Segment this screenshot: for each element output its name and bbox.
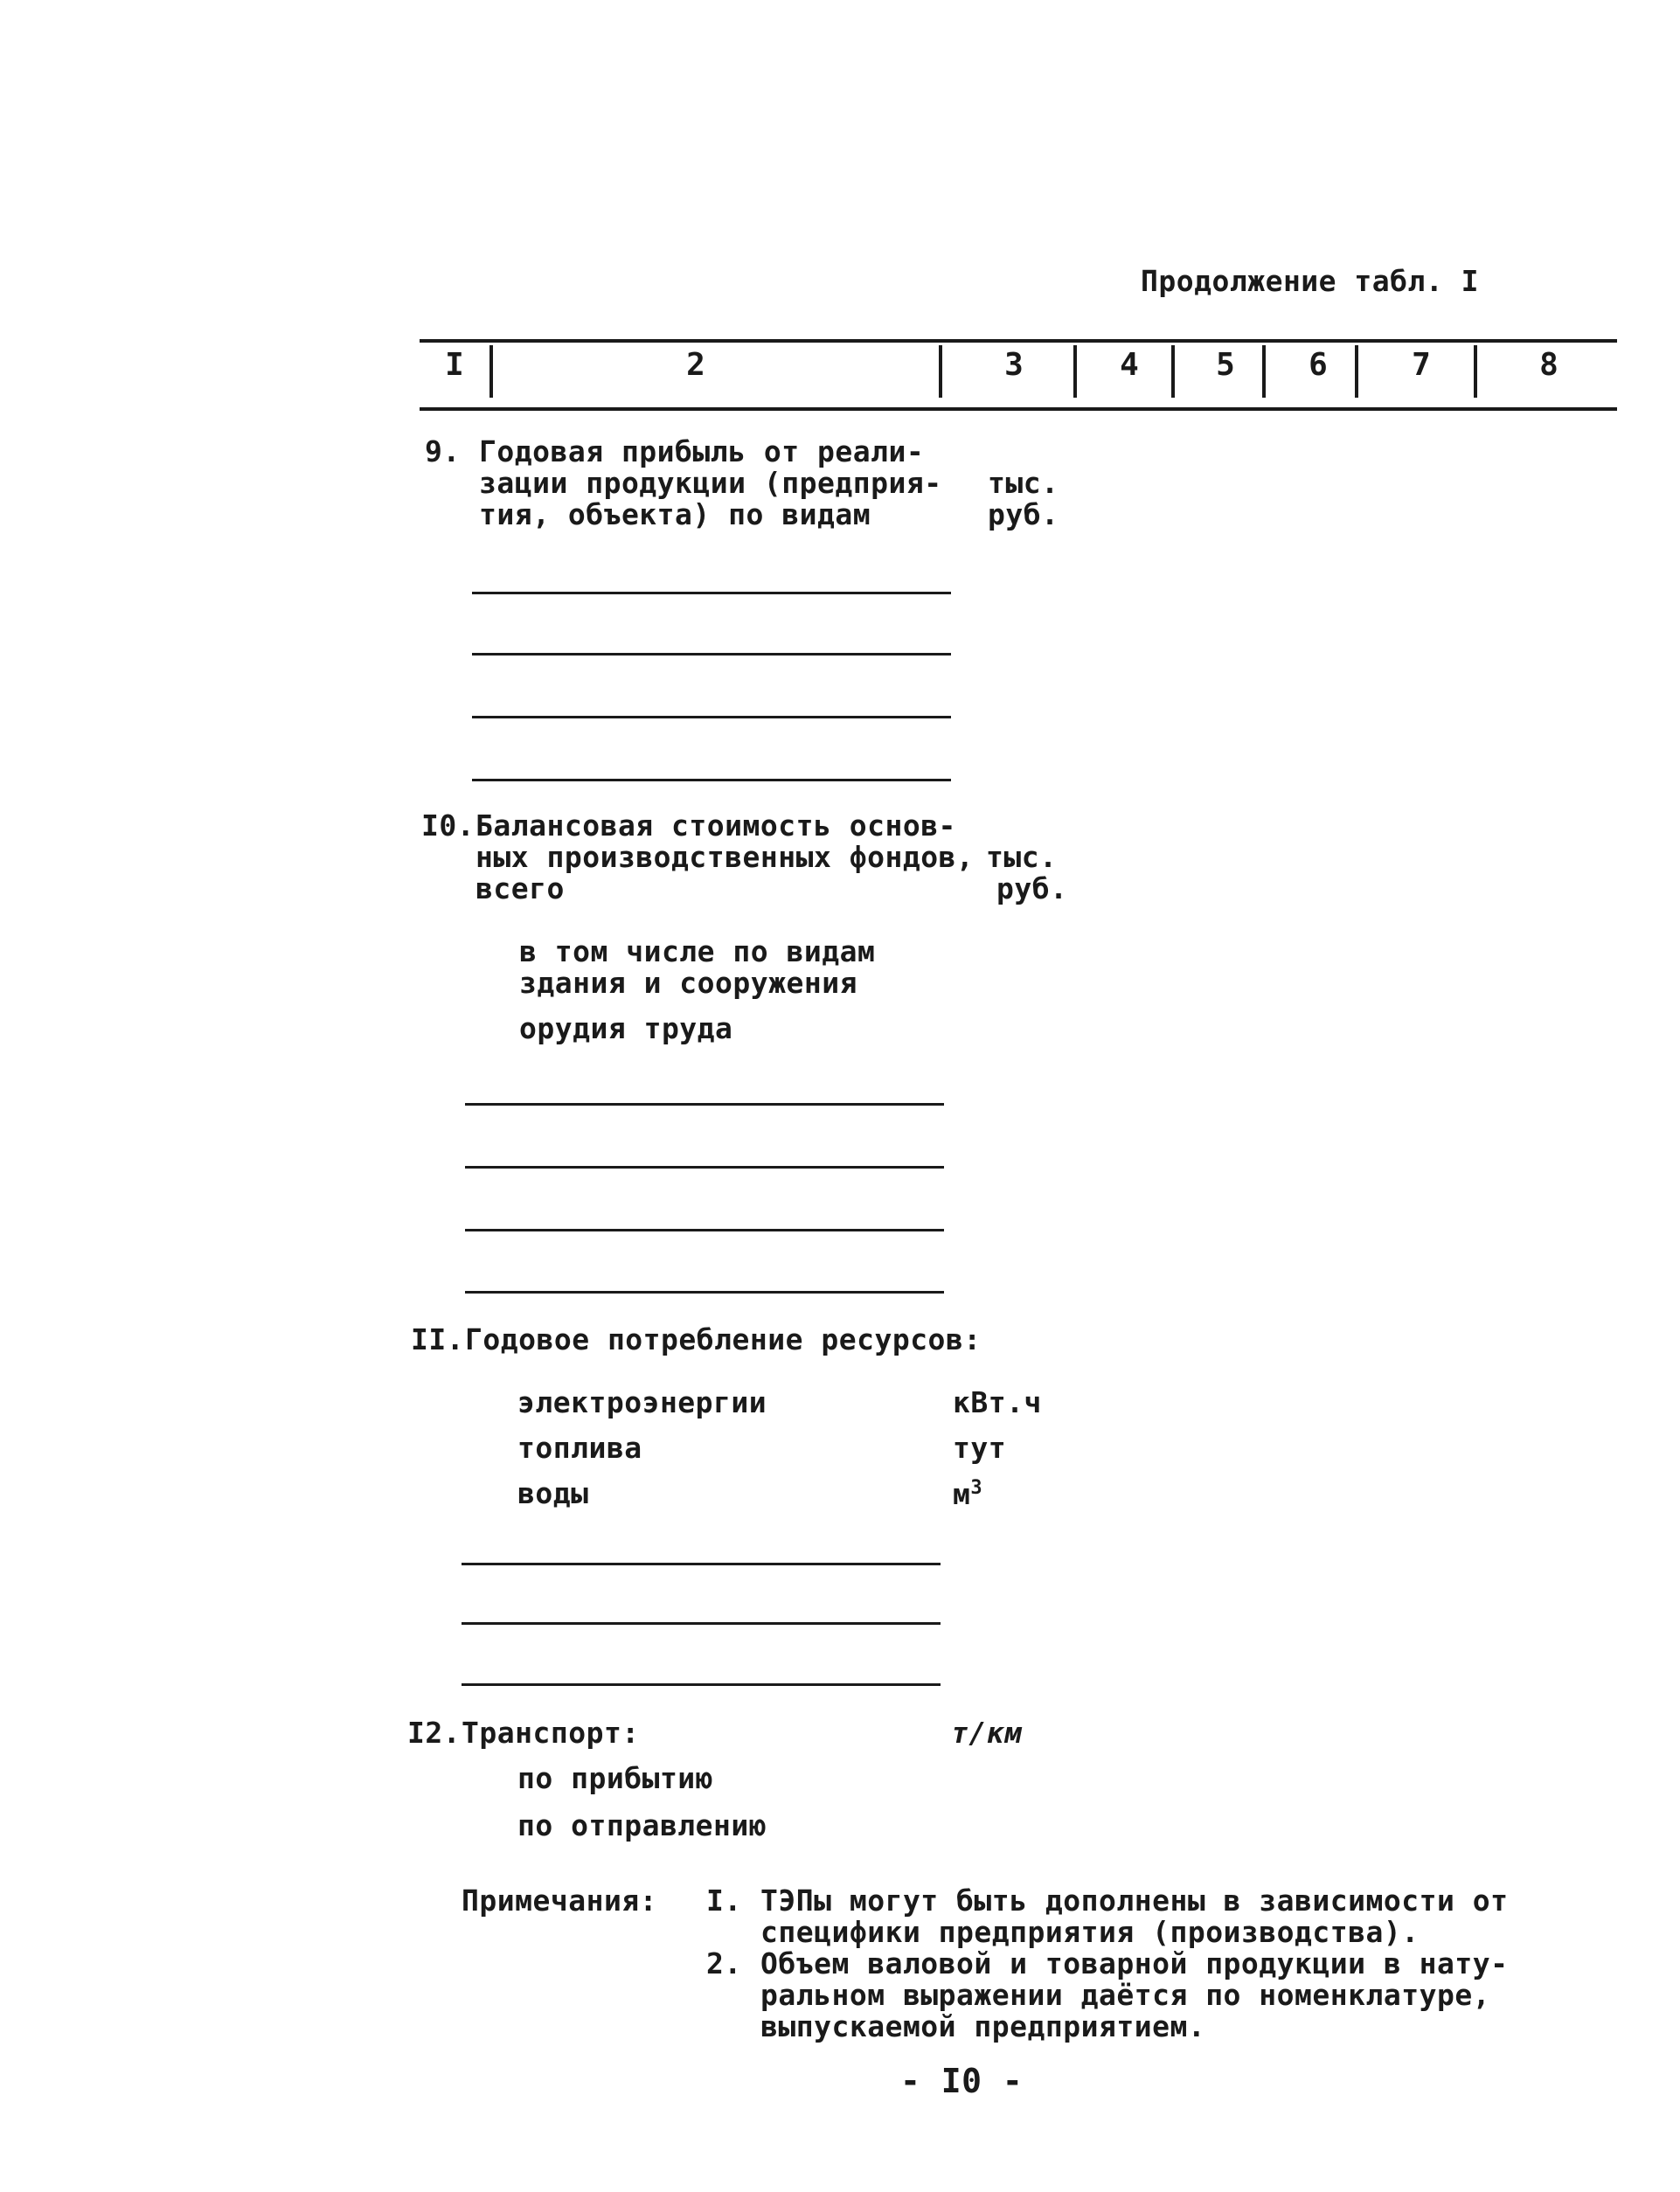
note-text-line: ТЭПы могут быть дополнены в зависимости от (760, 1883, 1509, 1918)
column-number: 2 (686, 347, 705, 383)
item-text-line: зации продукции (предприя- (479, 466, 942, 500)
blank-entry-line (465, 1291, 944, 1294)
item-title: Транспорт: (462, 1716, 640, 1750)
table-header-top-rule (420, 339, 1617, 343)
item-subline: здания и сооружения (519, 966, 857, 1000)
item-number: 9. (425, 434, 461, 468)
item-number: I0. (421, 808, 476, 843)
column-divider (1262, 345, 1266, 398)
column-number: 5 (1216, 347, 1235, 383)
column-divider (939, 345, 942, 398)
item-unit: т/км (951, 1716, 1023, 1750)
item-unit: руб. (996, 871, 1068, 905)
blank-entry-line (462, 1563, 941, 1565)
item-subline: по отправлению (517, 1808, 767, 1842)
blank-entry-line (472, 592, 951, 594)
page-number: - I0 - (900, 2062, 1024, 2100)
resource-unit: $м^3$ (953, 1477, 983, 1511)
note-text-line: специфики предприятия (производства). (760, 1915, 1420, 1949)
item-text-line: Балансовая стоимость основ- (476, 808, 956, 843)
blank-entry-line (472, 716, 951, 718)
item-text-line: ных производственных фондов, (476, 840, 975, 874)
blank-entry-line (472, 779, 951, 781)
note-text-line: Объем валовой и товарной продукции в нату- (760, 1946, 1509, 1980)
note-text-line: выпускаемой предприятием. (760, 2009, 1206, 2043)
item-text-line: всего (476, 871, 565, 905)
item-title: Годовое потребление ресурсов: (465, 1322, 982, 1356)
resource-label: воды (517, 1476, 589, 1510)
notes-label: Примечания: (462, 1883, 658, 1918)
item-text-line: Годовая прибыль от реали- (479, 434, 925, 468)
table-header-bottom-rule (420, 407, 1617, 411)
item-unit: руб. (988, 497, 1059, 531)
blank-entry-line (462, 1683, 941, 1686)
note-text-line: ральном выражении даётся по номенклатуре, (760, 1978, 1491, 2012)
resource-unit: кВт.ч (953, 1385, 1042, 1419)
column-number: 4 (1120, 347, 1139, 383)
item-unit: тыс. (988, 466, 1059, 500)
column-number: 6 (1309, 347, 1328, 383)
column-divider (1073, 345, 1077, 398)
item-number: II. (411, 1322, 465, 1356)
blank-entry-line (465, 1229, 944, 1231)
item-text-line: тия, объекта) по видам (479, 497, 871, 531)
column-number: 7 (1412, 347, 1431, 383)
item-subline: орудия труда (519, 1011, 733, 1045)
column-divider (1171, 345, 1175, 398)
blank-entry-line (462, 1622, 941, 1625)
item-subline: по прибытию (517, 1761, 714, 1795)
note-number: I. (706, 1883, 742, 1918)
column-number: 3 (1004, 347, 1024, 383)
item-number: I2. (407, 1716, 462, 1750)
resource-label: топлива (517, 1431, 642, 1465)
column-divider (1474, 345, 1477, 398)
item-subline: в том числе по видам (519, 934, 876, 968)
item-unit: тыс. (986, 840, 1058, 874)
column-number: 8 (1539, 347, 1559, 383)
resource-unit: тут (953, 1431, 1007, 1465)
table-continuation-label: Продолжение табл. I (1141, 264, 1479, 298)
column-divider (489, 345, 493, 398)
blank-entry-line (465, 1166, 944, 1169)
blank-entry-line (472, 653, 951, 656)
column-divider (1355, 345, 1358, 398)
note-number: 2. (706, 1946, 742, 1980)
resource-label: электроэнергии (517, 1385, 767, 1419)
column-number: I (445, 347, 464, 383)
blank-entry-line (465, 1103, 944, 1106)
